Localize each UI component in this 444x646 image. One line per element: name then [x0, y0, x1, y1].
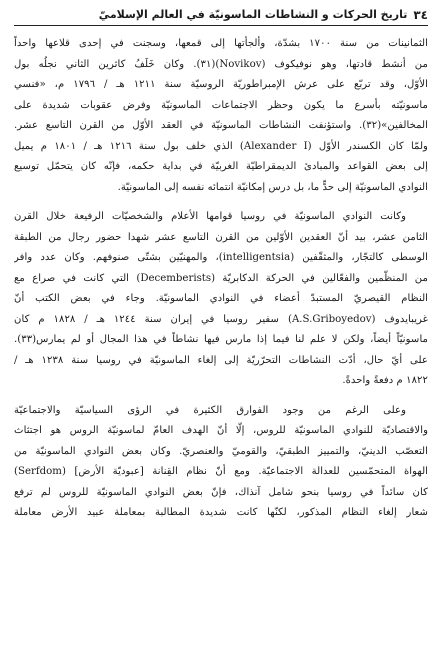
document-page — [14, 8, 428, 524]
text-line: الهواة المتحمّسين للعدالة الاجتماعيّة. ومع أنّ نظام القِنانة [عبوديّة الأرض] (Serfdom) — [14, 466, 428, 477]
text-line: ماسونيّته بأسرع ما يكون وحظر الاجتماعات الماسونيّة وفرض عقوبات شديدة على — [14, 99, 428, 111]
text-line: التعصّب الدينيّ، والتمييز الطبقيّ، والقوميّ والعنصريّ. وكان بعض النوادي الماسونيّة من — [14, 445, 428, 457]
text-line: الثامن عشر، بيد أنّ العقدين الأوّلين من القرن التاسع عشر شهدا حضور رجال من الطبقة — [14, 231, 428, 243]
text-line: ١٨٢٢ م دفعةً واحدةً. — [342, 375, 428, 386]
page-number: ٣٤ — [413, 8, 428, 22]
text-line: الثمانينات من سنة ١٧٠٠ بشدّة، وألجأتها إلى قمعها، وسجنت في إحدى قلاعها واحداً — [14, 38, 428, 49]
text-line: ماسونيّاً أيضاً، ولكن لا علم لنا فيما إذا مارس فيها نشاطاً في هذا المجال أو لم يمارس(٣٣). — [14, 334, 428, 345]
text-line: الأوّل، وقد تربّع على عرش الإمبراطوريّة الروسيّة سنة ١٢١١ هـ / ١٧٩٦ م، «فنسي — [14, 79, 428, 90]
text-line: وعلى الرغم من وجود الفوارق الكثيرة في الرؤى السياسيّة والاجتماعيّة — [14, 404, 406, 416]
text-line: النوادي الماسونيّة إلى حدٍّ ما، بل درس إمكانيّة انتمائه نفسه إلى الماسونيّة. — [117, 181, 428, 193]
paragraph-3 — [14, 401, 428, 524]
text-line: ولمّا كان الكسندر الأوّل (Alexander I) الذي خلف بول سنة ١٢١٦ هـ / ١٨٠١ م يميل — [14, 140, 428, 152]
paragraph-2 — [14, 207, 428, 392]
text-line: على أيّ حال، أدّت النشاطات التحرّريّة إلى إلغاء الماسونيّة في روسيا سنة ١٢٣٨ هـ / — [14, 354, 428, 366]
text-line: وكانت النوادي الماسونيّة في روسيا قوامها الأعلام والشخصيّات الرفيعة خلال القرن — [14, 211, 406, 222]
document-body — [14, 34, 428, 524]
running-header — [14, 8, 428, 26]
paragraph-1 — [14, 34, 428, 198]
text-line: من المنظّمين والفعّالين في الحركة الدكابريّة (Decemberists) التي كانت في صراع مع — [14, 272, 428, 284]
text-line: غريبايدوف (A.S.Griboyedov) سفير روسيا في إيران سنة ١٢٤٤ هـ / ١٨٢٨ م كان — [14, 313, 428, 325]
text-line: كان سائداً في روسيا بنحو شامل آنذاك، فإنّ بعض النوادي الماسونيّة للروس لم ترفع — [14, 486, 428, 498]
text-line: والاقتصاديّة للنوادي الماسونيّة للروس، إلّا أنّ الهدف العامّ لماسونيّة الروس هو اجتثاث — [14, 425, 428, 436]
text-line: الوسطى كالتجّار، والمثقّفين (intelligentsia)، والمهنيّين بشتّى صنوفهم. وكان عدد وافر — [14, 252, 428, 263]
text-line: من أنشط قادتها، وهو نوفيكوف (Novikov)(٣١). وكان خَلَفُ كاثرين الثاني نجلُه بول — [14, 58, 428, 70]
text-line: إلى بعض القواعد والمبادئ الديمقراطيّة الغربيّة في بداية حكمه، فإنّه كان يتحمّل توسيع — [14, 161, 428, 172]
text-line: النظام القيصريّ المستبدّ أعضاء في النوادي الماسونيّة. وجاء في بعض الكتب أنّ — [14, 293, 428, 304]
book-title: تاريخ الحركات و النشاطات الماسونيّة في العالم الإسلاميّ — [98, 8, 408, 21]
text-line: المخالفين»(٣٢). واستؤنفت النشاطات الماسونيّة في العقد الأوّل من القرن التاسع عشر. — [14, 120, 428, 131]
text-line: شعار إلغاء النظام المذكور، لكنّها كانت شديدة المطالبة بمعاملة عبيد الأرض معاملة — [14, 507, 428, 518]
